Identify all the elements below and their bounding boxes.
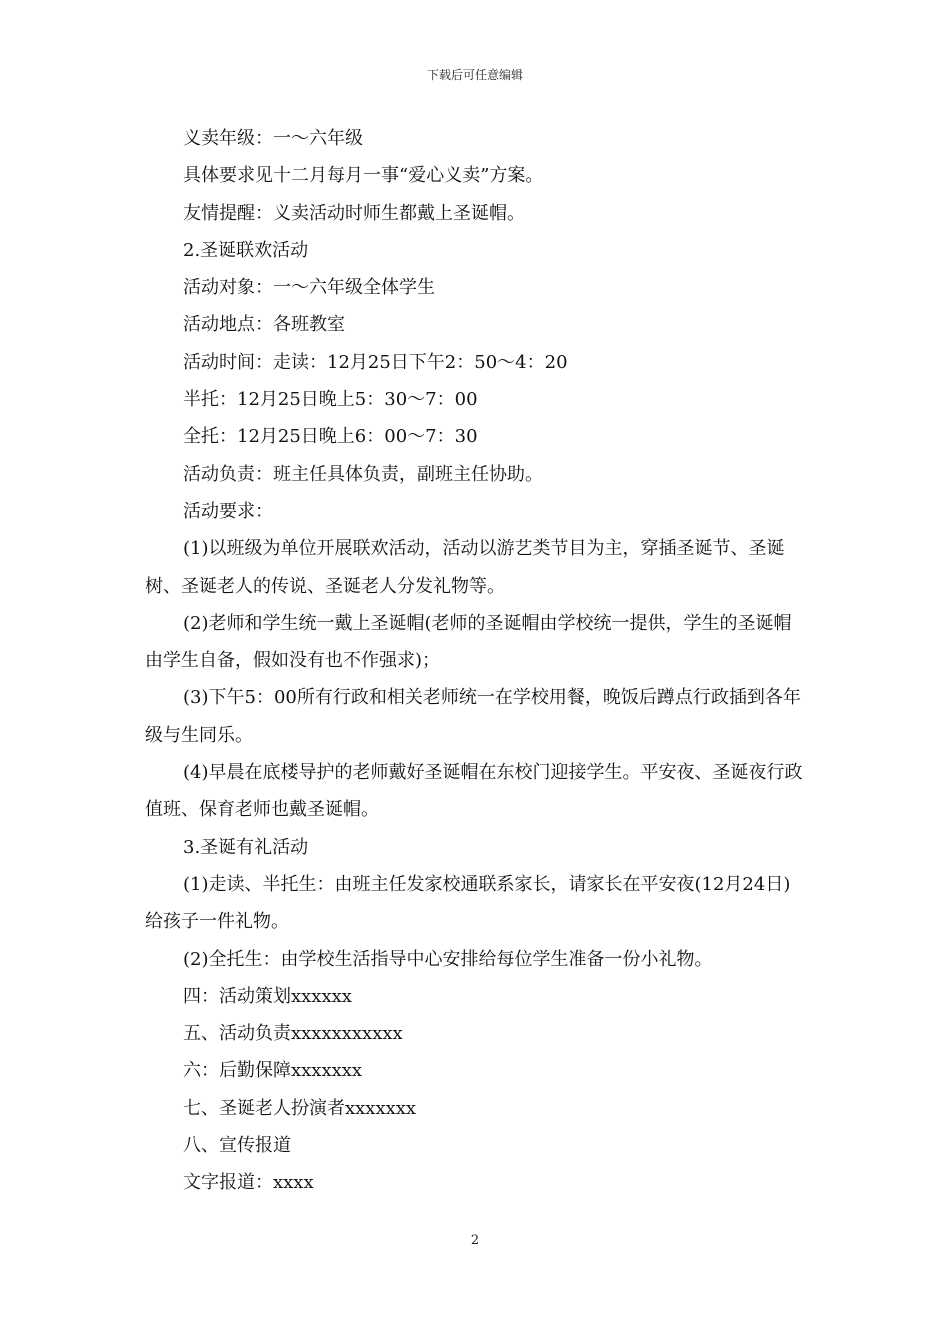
- paragraph-6: 活动地点：各班教室: [183, 314, 345, 336]
- section-7: 七、圣诞老人扮演者xxxxxxx: [183, 1097, 417, 1119]
- section-heading-3: 3.圣诞有礼活动: [183, 836, 309, 858]
- section-heading-2: 2.圣诞联欢活动: [183, 239, 309, 261]
- requirement-3: (3)下午5：00所有行政和相关老师统一在学校用餐，晚饭后蹲点行政插到各年级与生同乐。: [145, 687, 801, 746]
- paragraph-5: 活动对象：一～六年级全体学生: [183, 277, 435, 299]
- paragraph-24: 文字报道：xxxx: [183, 1172, 314, 1194]
- requirement-1: (1)以班级为单位开展联欢活动，活动以游艺类节目为主，穿插圣诞节、圣诞树、圣诞老人的传说、圣诞老人分发礼物等。: [145, 538, 785, 597]
- section-5: 五、活动负责xxxxxxxxxxx: [183, 1023, 403, 1045]
- gift-item-1: (1)走读、半托生：由班主任发家校通联系家长，请家长在平安夜(12月24日)给孩子一件礼物。: [145, 873, 791, 933]
- paragraph-8: 半托：12月25日晚上5：30～7：00: [183, 389, 478, 411]
- gift-item-2: (2)全托生：由学校生活指导中心安排给每位学生准备一份小礼物。: [183, 948, 713, 970]
- paragraph-9: 全托：12月25日晚上6：00～7：30: [183, 426, 478, 448]
- page-number: 2: [470, 1233, 480, 1248]
- paragraph-1: 义卖年级：一～六年级: [183, 128, 363, 149]
- requirement-4: (4)早晨在底楼导护的老师戴好圣诞帽在东校门迎接学生。平安夜、圣诞夜行政值班、保育老师也戴圣诞帽。: [145, 762, 803, 821]
- section-4: 四：活动策划xxxxxx: [183, 985, 352, 1007]
- page-header: 下载后可任意编辑: [426, 68, 523, 82]
- section-6: 六：后勤保障xxxxxxx: [183, 1060, 363, 1082]
- requirement-2: (2)老师和学生统一戴上圣诞帽(老师的圣诞帽由学校统一提供，学生的圣诞帽由学生自备，假如没有也不作强求)；: [145, 612, 792, 672]
- document-body: [145, 120, 807, 1202]
- paragraph-2: 具体要求见十二月每月一事“爱心义卖”方案。: [183, 165, 544, 187]
- paragraph-10: 活动负责：班主任具体负责，副班主任协助。: [183, 463, 543, 485]
- paragraph-7: 活动时间：走读：12月25日下午2：50～4：20: [183, 351, 568, 373]
- paragraph-11: 活动要求：: [183, 500, 273, 522]
- section-8: 八、宣传报道: [183, 1135, 291, 1157]
- paragraph-3: 友情提醒：义卖活动时师生都戴上圣诞帽。: [183, 202, 525, 224]
